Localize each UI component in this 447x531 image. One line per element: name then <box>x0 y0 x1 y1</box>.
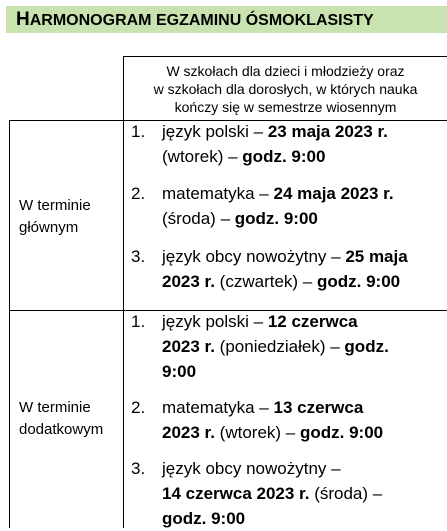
item-line <box>162 269 400 294</box>
exam-time: godz. 9:00 <box>316 272 401 291</box>
exam-weekday: (czwartek) – <box>214 272 317 291</box>
row-label-line: dodatkowym <box>19 421 104 438</box>
row-label-main <box>19 195 91 239</box>
table-border <box>123 56 447 57</box>
item-line <box>162 395 363 420</box>
item-line <box>162 181 394 206</box>
exam-date: 13 czerwca <box>273 398 364 417</box>
exam-date: 25 maja <box>345 247 408 266</box>
item-number: 2. <box>131 398 146 417</box>
exam-subject: język polski – <box>162 122 268 141</box>
exam-weekday: (wtorek) – <box>214 423 300 442</box>
exam-date: 2023 r. <box>162 423 215 442</box>
item-number: 3. <box>131 247 146 266</box>
table-border <box>123 120 124 528</box>
exam-date: 12 czerwca <box>267 312 358 331</box>
exam-time: godz. 9:00 <box>234 209 318 228</box>
exam-item <box>131 244 447 296</box>
exam-item <box>131 395 447 447</box>
item-number: 1. <box>131 312 146 331</box>
exam-item <box>131 456 447 528</box>
exam-date: 14 czerwca 2023 r. <box>162 484 310 503</box>
item-number: 1. <box>131 122 146 141</box>
column-header-line: w szkołach dla dorosłych, w których nauka <box>153 81 418 97</box>
title-rest: ARMONOGRAM EGZAMINU ÓSMOKLASISTY <box>29 12 374 29</box>
exam-time: godz. 9:00 <box>299 423 384 442</box>
exam-subject: matematyka – <box>162 398 274 417</box>
row-label-line: W terminie <box>19 399 91 416</box>
exam-weekday: (środa) – <box>162 209 235 228</box>
item-line <box>162 420 383 445</box>
exam-item <box>131 181 447 233</box>
item-line <box>162 206 318 231</box>
exam-weekday: (środa) – <box>309 484 383 503</box>
exam-item <box>131 119 447 171</box>
column-header <box>124 62 447 116</box>
exam-subject: język obcy nowożytny – <box>162 459 341 478</box>
title-initial: H <box>16 9 30 30</box>
item-line <box>162 481 382 506</box>
exam-date: 24 maja 2023 r. <box>273 184 394 203</box>
exam-weekday: (poniedziałek) – <box>214 337 345 356</box>
exam-date: 2023 r. <box>162 272 215 291</box>
item-line <box>162 334 389 359</box>
exam-date: 2023 r. <box>162 337 215 356</box>
column-header-line: kończy się w semestrze wiosennym <box>174 99 397 115</box>
exam-subject: język polski – <box>162 312 268 331</box>
row-label-line: W terminie <box>19 197 91 214</box>
item-line <box>162 119 388 144</box>
page-title <box>16 9 374 31</box>
item-number: 2. <box>131 184 146 203</box>
exam-time: 9:00 <box>162 362 197 381</box>
exam-item <box>131 309 447 385</box>
exam-subject: matematyka – <box>162 184 274 203</box>
item-line <box>162 456 341 481</box>
item-line <box>162 144 325 169</box>
row-label-line: głównym <box>19 219 79 236</box>
exam-weekday: (wtorek) – <box>162 147 243 166</box>
item-line <box>162 506 245 531</box>
exam-time: godz. 9:00 <box>162 509 246 528</box>
item-line <box>162 244 408 269</box>
column-header-line: W szkołach dla dzieci i młodzieży oraz <box>166 63 405 79</box>
item-number: 3. <box>131 459 146 478</box>
row-label-additional <box>19 397 103 441</box>
item-line <box>162 359 196 384</box>
exam-subject: język obcy nowożytny – <box>162 247 346 266</box>
item-line <box>162 309 358 334</box>
exam-time: godz. 9:00 <box>242 147 326 166</box>
table-border <box>9 120 10 528</box>
exam-date: 23 maja 2023 r. <box>267 122 388 141</box>
exam-time: godz. <box>344 337 389 356</box>
title-band <box>6 6 447 33</box>
